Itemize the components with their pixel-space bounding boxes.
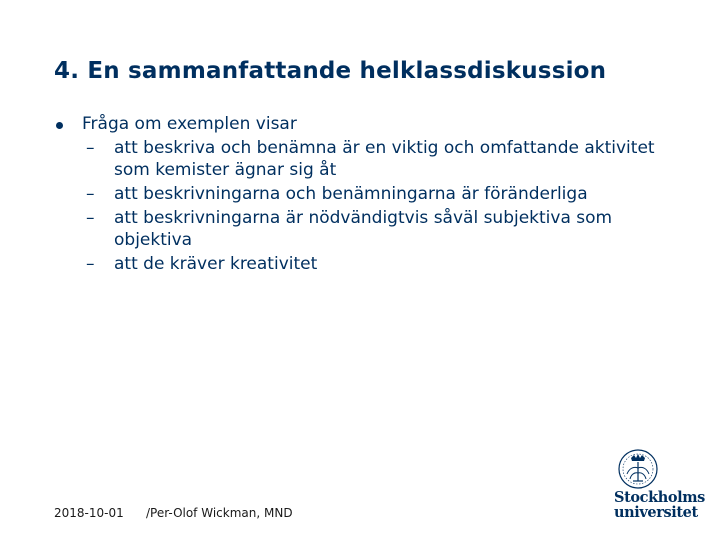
slide-content	[54, 113, 694, 277]
sub-list	[54, 137, 694, 275]
dash-icon: –	[86, 138, 95, 158]
logo-line-1: Stockholms	[614, 489, 705, 506]
sub-item-text: att beskriva och benämna är en viktig och omfattande aktivitet som kemister ägnar sig åt	[114, 138, 655, 180]
sub-item	[54, 137, 694, 181]
sub-item	[54, 253, 694, 275]
sub-item	[54, 207, 694, 251]
footer-author: /Per-Olof Wickman, MND	[146, 506, 293, 520]
sub-item-text: att de kräver kreativitet	[114, 254, 318, 274]
footer-date: 2018-10-01	[54, 506, 124, 520]
dash-icon: –	[86, 254, 95, 274]
university-logo	[514, 348, 706, 521]
bullet-item	[54, 113, 694, 135]
sub-item	[54, 183, 694, 205]
bullet-text: Fråga om exemplen visar	[82, 114, 297, 134]
dash-icon: –	[86, 184, 95, 204]
seal-text: SU	[514, 348, 516, 349]
logo-line-2: universitet	[614, 504, 698, 521]
dash-icon: –	[86, 208, 95, 228]
sub-item-text: att beskrivningarna är nödvändigtvis såväl subjektiva som objektiva	[114, 208, 613, 250]
sub-item-text: att beskrivningarna och benämningarna är föränderliga	[114, 184, 588, 204]
university-seal-icon	[514, 348, 670, 490]
bullet-dot-icon	[56, 122, 63, 129]
slide-title: 4. En sammanfattande helklassdiskussion	[54, 58, 607, 84]
